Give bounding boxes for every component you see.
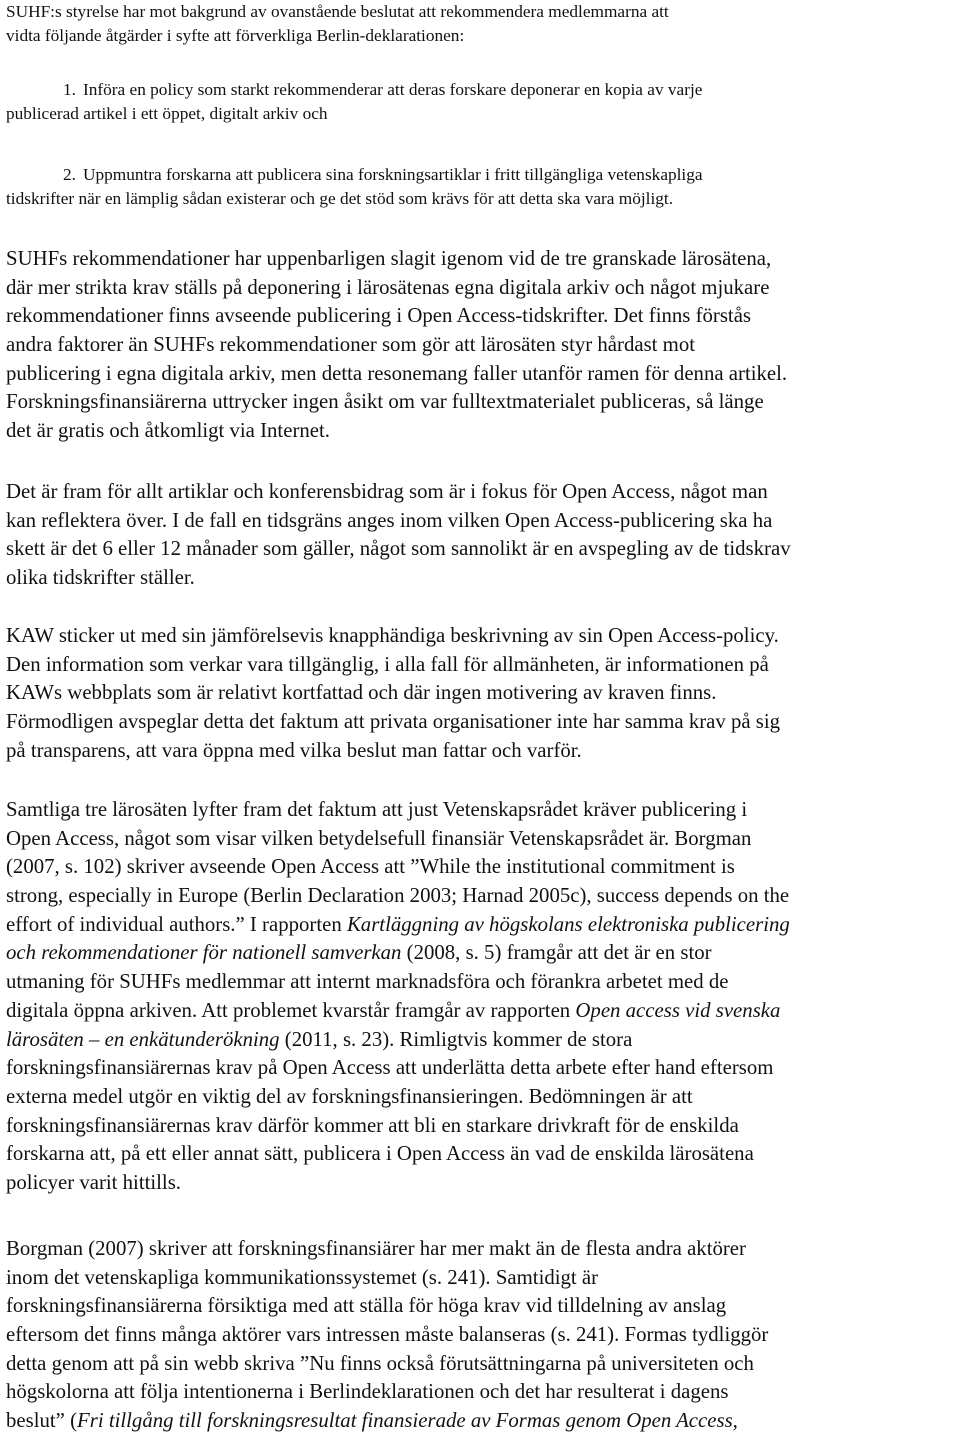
text-line: (2007, s. 102) skriver avseende Open Access att ”While the institutional commitment is bbox=[6, 855, 735, 879]
text-line: digitala öppna arkiven. Att problemet kvarstår framgår av rapporten Open access vid svenska bbox=[6, 998, 781, 1022]
text-line: forskningsfinansiärernas krav på Open Access att underlätta detta arbete efter hand eftersom bbox=[6, 1056, 774, 1080]
paragraph-articles-focus bbox=[6, 478, 791, 593]
list-item-1 bbox=[6, 78, 702, 125]
text-line: forskningsfinansiärernas krav därför kommer att bli en starkare drivkraft för de enskilda bbox=[6, 1113, 739, 1137]
text-line: KAW sticker ut med sin jämförelsevis knapphändiga beskrivning av sin Open Access-policy. bbox=[6, 624, 779, 647]
text-line: det är gratis och åtkomligt via Internet. bbox=[6, 419, 330, 443]
intro-line: SUHF:s styrelse har mot bakgrund av ovanstående beslutat att rekommendera medlemmarna att bbox=[6, 2, 669, 21]
text-line: på transparens, att vara öppna med vilka beslut man fattar och varför. bbox=[6, 738, 582, 762]
text-line: där mer strikta krav ställs på deponering i lärosätenas egna digitala arkiv och något mjukare bbox=[6, 275, 770, 299]
text-line: policyer varit hittills. bbox=[6, 1170, 182, 1194]
text-line: strong, especially in Europe (Berlin Declaration 2003; Harnad 2005c), success depends on the bbox=[6, 884, 790, 908]
text-line: forskarna att, på ett eller annat sätt, publicera i Open Access än vad de enskilda lärosätena bbox=[6, 1142, 754, 1166]
text-line: SUHFs rekommendationer har uppenbarligen slagit igenom vid de tre granskade lärosätena, bbox=[6, 247, 772, 270]
text-line: lärosäten – en enkätunderökning (2011, s. 23). Rimligtvis kommer de stora bbox=[6, 1027, 633, 1051]
text-line: Förmodligen avspeglar detta det faktum att privata organisationer inte har samma krav på sig bbox=[6, 710, 781, 734]
text-line: Samtliga tre lärosäten lyfter fram det faktum att just Vetenskapsrådet kräver publicering i bbox=[6, 798, 748, 821]
list-item-2 bbox=[6, 163, 703, 210]
text-line: kan reflektera över. I de fall en tidsgräns anges inom vilken Open Access-publicering ska ha bbox=[6, 508, 773, 532]
text-line: skett är det 6 eller 12 månader som gäller, något som sannolikt är en avspegling av de tidskrav bbox=[6, 537, 791, 561]
text-line: utmaning för SUHFs medlemmar att internt marknadsföra och förankra arbetet med de bbox=[6, 970, 729, 994]
list-item-rest-line: tidskrifter när en lämplig sådan existerar och ge det stöd som krävs för att detta ska vara möjligt. bbox=[6, 188, 674, 208]
text-line: forskningsfinansiärerna försiktiga med att ställa för höga krav vid tilldelning av anslag bbox=[6, 1294, 727, 1318]
paragraph-vetenskapsradet bbox=[6, 796, 790, 1198]
text-line: eftersom det finns många aktörer vars intressen måste balanseras (s. 241). Formas tydliggör bbox=[6, 1323, 769, 1347]
text-line: Det är fram för allt artiklar och konferensbidrag som är i fokus för Open Access, något man bbox=[6, 480, 768, 503]
report-title-open-access: Open access vid svenska bbox=[575, 998, 781, 1022]
list-item-number: 2. bbox=[63, 165, 76, 184]
list-item-number: 1. bbox=[63, 80, 76, 99]
text-line: rekommendationer finns avseende publicering i Open Access-tidskrifter. Det finns förstås bbox=[6, 304, 752, 328]
list-item-first-line: 2. Uppmuntra forskarna att publicera sina forskningsartiklar i fritt tillgängliga vetenskapliga bbox=[6, 163, 703, 187]
text-line: detta genom att på sin webb skriva ”Nu finns också förutsättningarna på universiteten och bbox=[6, 1351, 754, 1375]
text-line: beslut” (Fri tillgång till forskningsresultat finansierade av Formas genom Open Access, bbox=[6, 1409, 738, 1433]
text-line: olika tidskrifter ställer. bbox=[6, 566, 195, 590]
intro-line: vidta följande åtgärder i syfte att förverkliga Berlin-deklarationen: bbox=[6, 25, 465, 45]
text-line: Borgman (2007) skriver att forskningsfinansiärer har mer makt än de flesta andra aktörer bbox=[6, 1237, 746, 1260]
text-line: och rekommendationer för nationell samverkan (2008, s. 5) framgår att det är en stor bbox=[6, 941, 712, 965]
text-line: Den information som verkar vara tillgänglig, i alla fall för allmänheten, är informationen på bbox=[6, 652, 769, 676]
report-title-open-access-cont: lärosäten – en enkätunderökning bbox=[6, 1027, 280, 1051]
text-line: andra faktorer än SUHFs rekommendationer som gör att lärosäten styr hårdast mot bbox=[6, 333, 695, 357]
paragraph-borgman-funders bbox=[6, 1235, 768, 1436]
text-line: publicering i egna digitala arkiv, men detta resonemang faller utanför ramen för denna artikel. bbox=[6, 361, 788, 385]
text-line: effort of individual authors.” I rapporten Kartläggning av högskolans elektroniska publicering bbox=[6, 912, 790, 936]
paragraph-suhf-recommendations bbox=[6, 245, 787, 446]
text-line: högskolorna att följa intentionerna i Berlindeklarationen och det har resulterat i dagens bbox=[6, 1380, 729, 1404]
intro-paragraph bbox=[6, 0, 669, 47]
report-title-kartlaggning: Kartläggning av högskolans elektroniska publicering bbox=[346, 912, 790, 936]
report-title-formas: Fri tillgång till forskningsresultat finansierade av Formas genom Open Access, bbox=[77, 1409, 738, 1433]
paragraph-kaw-policy bbox=[6, 622, 780, 765]
text-line: inom det vetenskapliga kommunikationssystemet (s. 241). Samtidigt är bbox=[6, 1265, 599, 1289]
report-title-kartlaggning-cont: och rekommendationer för nationell samverkan bbox=[6, 941, 402, 965]
text-line: Open Access, något som visar vilken betydelsefull finansiär Vetenskapsrådet är. Borgman bbox=[6, 826, 752, 850]
text-line: Forskningsfinansiärerna uttrycker ingen åsikt om var fulltextmaterialet publiceras, så länge bbox=[6, 390, 764, 414]
text-line: KAWs webbplats som är relativt kortfattad och där ingen motivering av kraven finns. bbox=[6, 681, 717, 705]
text-line: externa medel utgör en viktig del av forskningsfinansieringen. Bedömningen är att bbox=[6, 1084, 693, 1108]
list-item-first-line: 1. Införa en policy som starkt rekommenderar att deras forskare deponerar en kopia av varje bbox=[6, 78, 702, 102]
list-item-rest-line: publicerad artikel i ett öppet, digitalt arkiv och bbox=[6, 103, 328, 123]
